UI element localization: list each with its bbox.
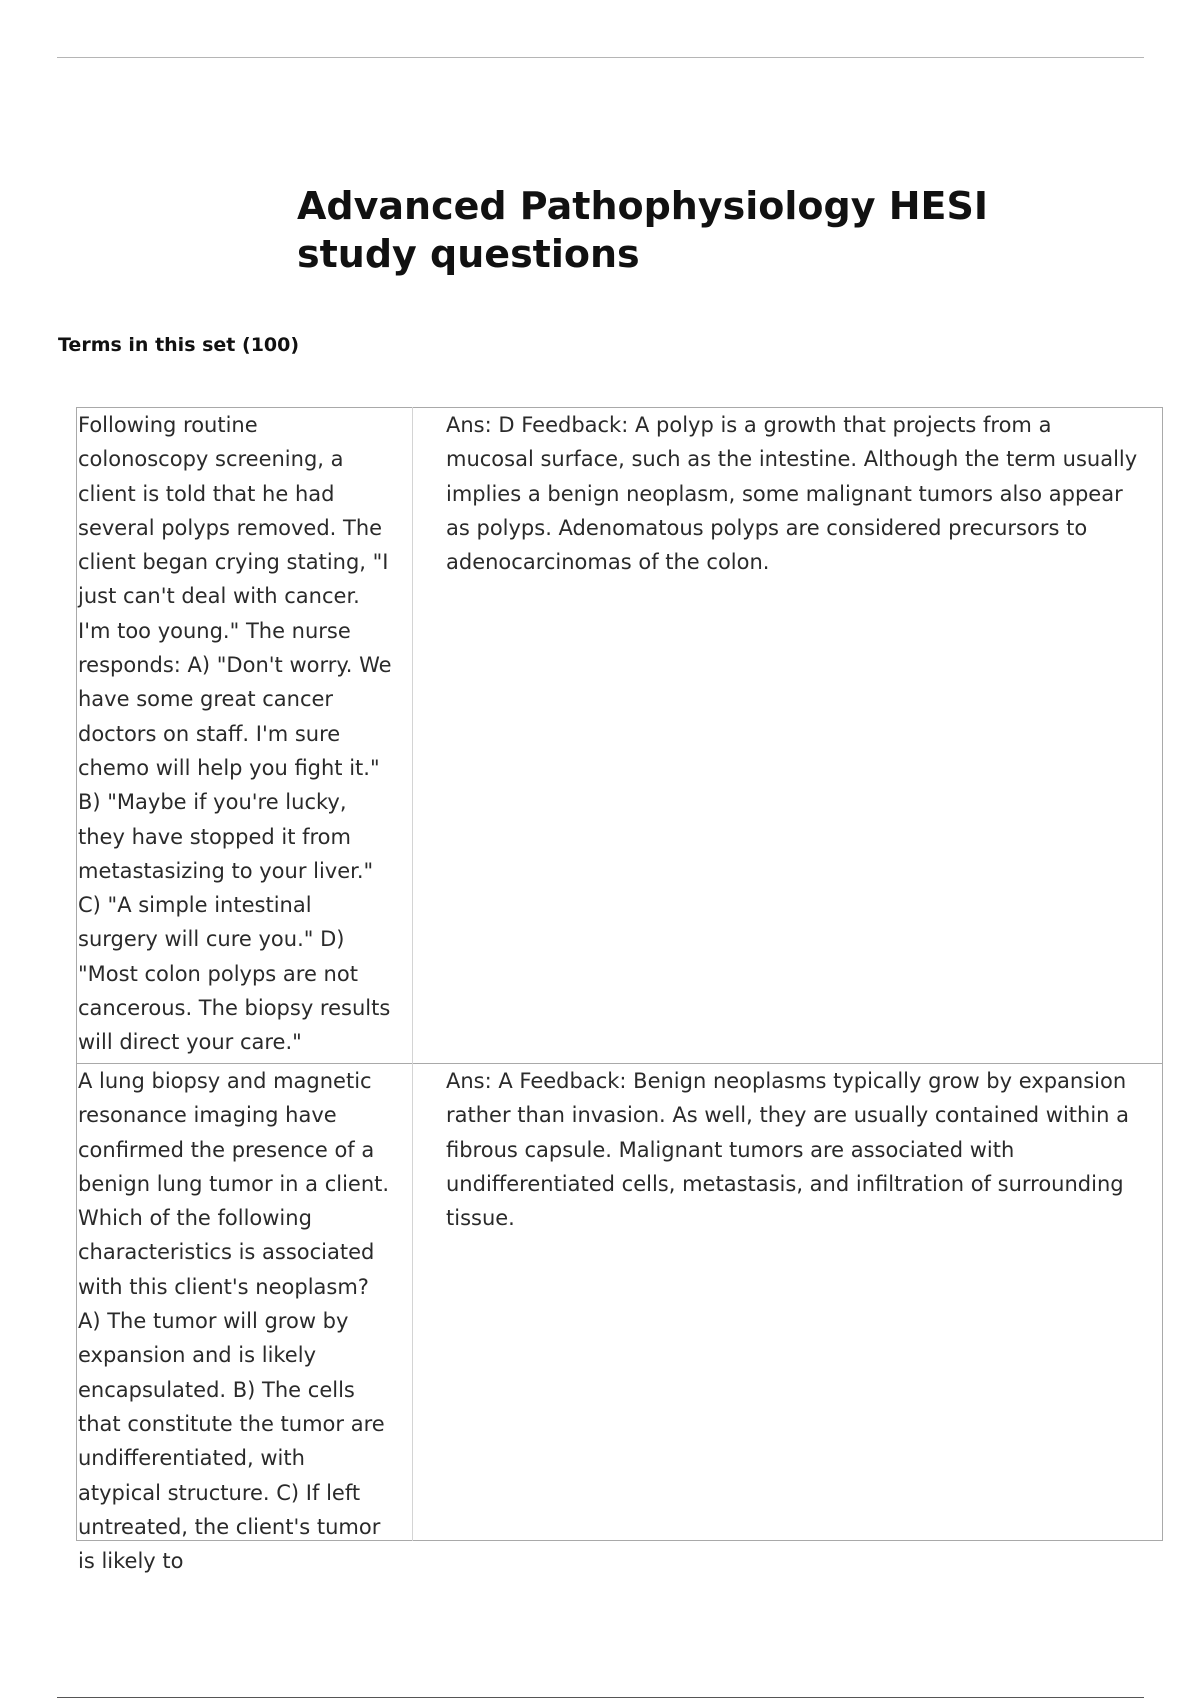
page-title: Advanced Pathophysiology HESI study questions	[297, 184, 988, 276]
term-answer: Ans: D Feedback: A polyp is a growth that projects from a mucosal surface, such as the intestine. Although the term usually implies a benign neoplasm, some malignant tumors also appear as polyps. Adenomatous polyps are considered precursors to adenocarcinomas of the colon.	[446, 413, 1138, 575]
top-divider	[57, 57, 1144, 58]
table-row	[77, 1064, 1163, 1541]
term-question-cell	[77, 408, 413, 1064]
term-question: A lung biopsy and magnetic resonance imaging have confirmed the presence of a benign lung tumor in a client. Which of the following characteristics is associated with this client's neoplasm? A) The tumor will grow by expansion and is likely encapsulated. B) The cells that constitute the tumor are undifferentiated, with atypical structure. C) If left untreated, the client's tumor is likely to	[78, 1069, 390, 1574]
term-question-cell	[77, 1064, 413, 1574]
term-answer-cell	[413, 408, 1163, 1064]
term-question: Following routine colonoscopy screening, a client is told that he had several polyps removed. The client began crying stating, "I just can't deal with cancer. I'm too young." The nurse responds: A) "Don't worry. We have some great cancer doctors on staff. I'm sure chemo will help you fight it." B) "Maybe if you're lucky, they have stopped it from metastasizing to your liver." C) "A simple intestinal surgery will cure you." D) "Most colon polyps are not cancerous. The biopsy results will direct your care."	[78, 413, 392, 1055]
bottom-divider	[57, 1697, 1144, 1698]
term-answer-cell	[413, 1064, 1163, 1541]
term-answer: Ans: A Feedback: Benign neoplasms typically grow by expansion rather than invasion. As well, they are usually contained within a fibrous capsule. Malignant tumors are associated with undifferentiated cells, metastasis, and infiltration of surrounding tissue.	[446, 1069, 1130, 1231]
table-row	[77, 408, 1163, 1064]
terms-table	[76, 407, 1163, 1574]
terms-count-label: Terms in this set (100)	[58, 334, 300, 356]
